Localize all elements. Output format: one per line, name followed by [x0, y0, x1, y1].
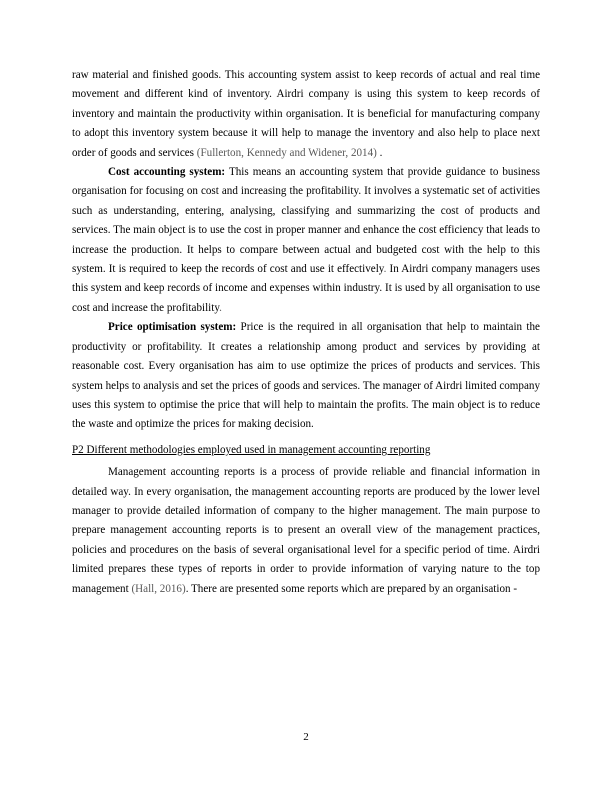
paragraph-text: raw material and finished goods. This accounting system assist to keep records of actual and real time movement and different kind of inventory. Airdri company is using this system to keep records of inventory and maintain the productivity within organisation. It is beneficial for manufacturing company to adopt this inventory system because it will help to manage the inventory and also help to place next order of goods and services — [72, 69, 540, 159]
page-number: 2 — [303, 731, 309, 743]
paragraph-text: This means an accounting system that provide guidance to business organisation for focusing on cost and increasing the profitability. It involves a systematic set of activities such as understanding, entering, analysing, classifying and summarizing the cost of products and services. The main object is to use the cost in proper manner and enhance the cost efficiency that leads to increase the production. It helps to compare between actual and budgeted cost with the help to this system. It is required to keep the records of cost and use it effectively — [72, 166, 540, 276]
paragraph-tail: . — [376, 146, 383, 159]
paragraph-text-2: In Airdri company managers uses this system and keep records of income and expenses within industry. It is used by all organisation to use cost and increase the profitability — [72, 263, 540, 314]
paragraph-period: . — [383, 263, 387, 276]
paragraph-cost-accounting — [72, 163, 540, 318]
term-cost-accounting: Cost accounting system: — [108, 166, 226, 179]
citation: (Fullerton, Kennedy and Widener, 2014) — [196, 146, 377, 159]
paragraph-inventory-system — [72, 66, 540, 163]
paragraph-price-optimisation — [72, 318, 540, 434]
paragraph-text: Management accounting reports is a process of provide reliable and financial information in detailed way. In every organisation, the management accounting reports are produced by the lower level manager to provide detailed information of company to the higher management. The main purpose to prepare management accounting reports is to present an overall view of the management practices, policies and procedures on the basis of several organisational level for a specific period of time. Airdri limited prepares these types of reports in order to provide information of varying nature to the top management — [72, 466, 540, 595]
paragraph-text: Price is the required in all organisation that help to maintain the productivity or profitability. It creates a relationship among product and services by providing at reasonable cost. Every organisation has aim to use optimize the prices of products and services. This system helps to analysis and set the prices of goods and services. The manager of Airdri limited company uses this system to optimise the price that will help to maintain the profits. The main object is to reduce the waste and optimize the prices for making decision. — [72, 321, 540, 431]
paragraph-period: . — [219, 301, 222, 314]
paragraph-management-reports — [72, 463, 540, 599]
document-body — [72, 66, 540, 599]
citation: (Hall, 2016) — [131, 582, 186, 595]
section-heading: P2 Different methodologies employed used in management accounting reporting — [72, 443, 431, 456]
paragraph-tail: . There are presented some reports which are prepared by an organisation - — [185, 582, 518, 595]
term-price-optimisation: Price optimisation system: — [108, 321, 237, 334]
